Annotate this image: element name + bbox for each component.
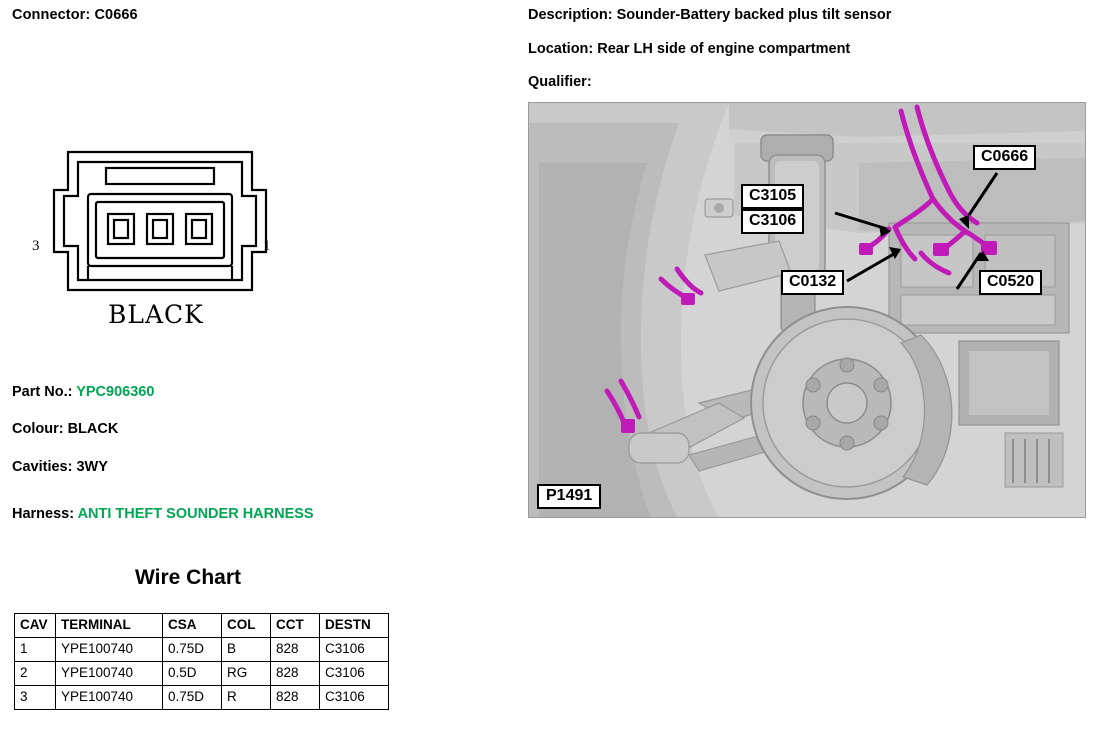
cell-col: RG xyxy=(222,662,271,686)
cell-csa: 0.75D xyxy=(163,638,222,662)
pin-number-1: 1 xyxy=(263,238,271,254)
spec-harness-value: ANTI THEFT SOUNDER HARNESS xyxy=(77,506,314,522)
spec-cavities-value: 3WY xyxy=(76,459,108,475)
spec-colour-value: BLACK xyxy=(67,421,119,437)
callout-c0666: C0666 xyxy=(973,145,1036,170)
cell-cav: 2 xyxy=(15,662,56,686)
connector-colour-caption: BLACK xyxy=(108,300,204,329)
wire-chart-title: Wire Chart xyxy=(135,566,241,589)
spec-harness-label: Harness: xyxy=(12,506,75,522)
table-row xyxy=(15,686,389,710)
cell-destn: C3106 xyxy=(320,638,389,662)
cell-csa: 0.5D xyxy=(163,662,222,686)
spec-cavities-label: Cavities: xyxy=(12,459,73,475)
cell-cct: 828 xyxy=(271,686,320,710)
spec-part-no-value: YPC906360 xyxy=(76,384,155,400)
photo-id-badge: P1491 xyxy=(537,484,601,509)
spec-part-no xyxy=(12,384,154,400)
cell-cav: 3 xyxy=(15,686,56,710)
spec-part-no-label: Part No.: xyxy=(12,384,73,400)
column-header-terminal: TERMINAL xyxy=(56,614,163,638)
cell-terminal: YPE100740 xyxy=(56,686,163,710)
spec-harness xyxy=(12,506,314,522)
callout-c0132: C0132 xyxy=(781,270,844,295)
connector-face-diagram xyxy=(20,130,300,340)
location-photo xyxy=(528,102,1086,518)
qualifier-line: Qualifier: xyxy=(528,74,592,90)
cell-cav: 1 xyxy=(15,638,56,662)
callout-c0520: C0520 xyxy=(979,270,1042,295)
location-column xyxy=(528,0,1113,747)
cell-cct: 828 xyxy=(271,638,320,662)
cell-destn: C3106 xyxy=(320,662,389,686)
spec-cavities xyxy=(12,459,108,475)
table-header-row xyxy=(15,614,389,638)
cell-destn: C3106 xyxy=(320,686,389,710)
column-header-csa: CSA xyxy=(163,614,222,638)
table-row xyxy=(15,638,389,662)
wire-chart-table xyxy=(14,613,389,710)
connector-title: Connector: C0666 xyxy=(12,7,138,23)
cell-col: R xyxy=(222,686,271,710)
column-header-cav: CAV xyxy=(15,614,56,638)
callout-c3106: C3106 xyxy=(741,209,804,234)
description-line: Description: Sounder-Battery backed plus tilt sensor xyxy=(528,7,892,23)
cell-col: B xyxy=(222,638,271,662)
cell-cct: 828 xyxy=(271,662,320,686)
spec-colour xyxy=(12,421,118,437)
column-header-cct: CCT xyxy=(271,614,320,638)
spec-colour-label: Colour: xyxy=(12,421,64,437)
pin-number-3: 3 xyxy=(32,238,40,254)
column-header-destn: DESTN xyxy=(320,614,389,638)
cell-csa: 0.75D xyxy=(163,686,222,710)
location-line: Location: Rear LH side of engine compartment xyxy=(528,41,851,57)
cell-terminal: YPE100740 xyxy=(56,638,163,662)
table-row xyxy=(15,662,389,686)
column-header-col: COL xyxy=(222,614,271,638)
callout-c3105: C3105 xyxy=(741,184,804,209)
cell-terminal: YPE100740 xyxy=(56,662,163,686)
connector-details-column xyxy=(0,0,520,747)
